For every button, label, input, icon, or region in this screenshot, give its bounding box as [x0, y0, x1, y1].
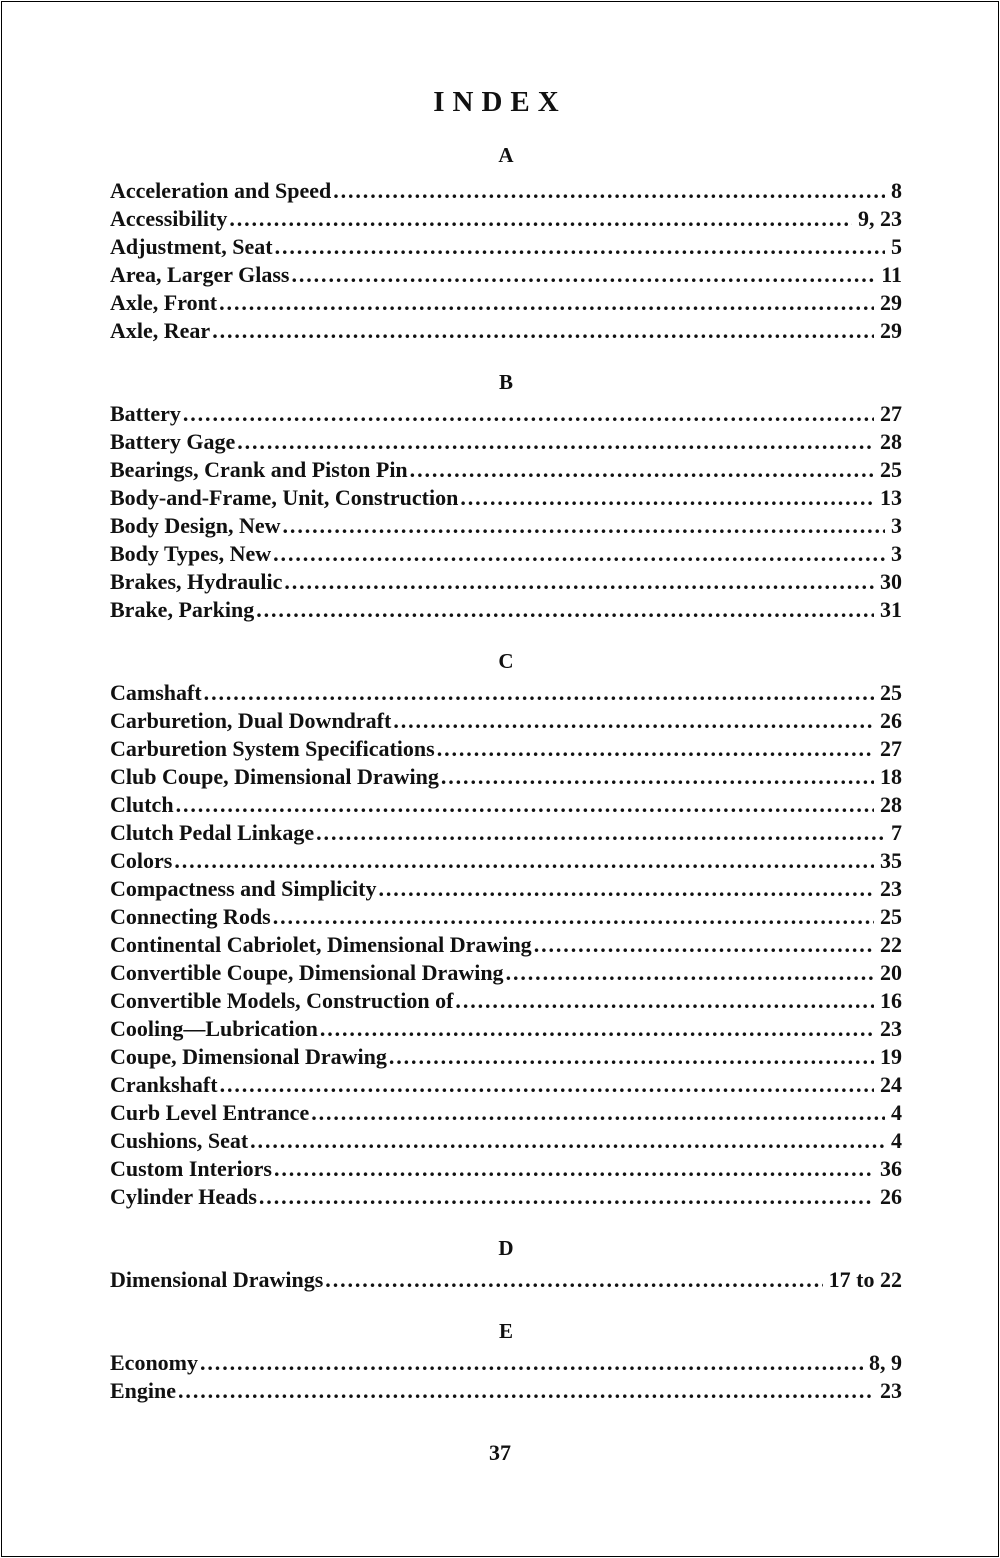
index-section-c: [110, 647, 902, 1211]
dot-leader: [281, 512, 885, 540]
dot-leader: [181, 400, 874, 428]
entry-label: Adjustment, Seat: [110, 234, 273, 259]
entry-pages: 29: [880, 290, 902, 315]
dot-leader: [272, 1155, 874, 1183]
dot-leader: [309, 1099, 885, 1127]
index-entry: [110, 1071, 902, 1099]
entry-label: Carburetion, Dual Downdraft: [110, 708, 392, 733]
entry-pages: 19: [880, 1044, 902, 1069]
entry-label: Club Coupe, Dimensional Drawing: [110, 764, 439, 789]
entry-pages: 11: [881, 262, 902, 287]
dot-leader: [271, 903, 874, 931]
index-entry: [110, 317, 902, 345]
dot-leader: [289, 261, 875, 289]
entry-pages: 31: [880, 597, 902, 622]
entry-pages: 4: [891, 1128, 902, 1153]
entry-pages: 23: [880, 1378, 902, 1403]
entry-label: Axle, Front: [110, 290, 218, 315]
index-section-b: [110, 368, 902, 624]
entry-pages: 36: [880, 1156, 902, 1181]
entry-label: Carburetion System Specifications: [110, 736, 435, 761]
dot-leader: [323, 1266, 822, 1294]
dot-leader: [314, 819, 885, 847]
index-entry: [110, 875, 902, 903]
entry-label: Curb Level Entrance: [110, 1100, 310, 1125]
index-entry: [110, 1377, 902, 1405]
dot-leader: [387, 1043, 874, 1071]
entry-pages: 9, 23: [858, 206, 902, 231]
index-entry: [110, 1099, 902, 1127]
page-title: INDEX: [433, 86, 567, 118]
entry-label: Crankshaft: [110, 1072, 218, 1097]
dot-leader: [202, 679, 874, 707]
dot-leader: [176, 1377, 874, 1405]
index-entry: [110, 679, 902, 707]
page-number: 37: [489, 1440, 511, 1465]
entry-label: Battery Gage: [110, 429, 236, 454]
index-entry: [110, 791, 902, 819]
entry-pages: 18: [880, 764, 902, 789]
index-entry: [110, 428, 902, 456]
entry-pages: 16: [880, 988, 902, 1013]
index-entry: [110, 596, 902, 624]
section-heading: C: [498, 649, 514, 673]
entry-pages: 25: [880, 457, 902, 482]
entry-label: Custom Interiors: [110, 1156, 272, 1181]
entry-label: Cushions, Seat: [110, 1128, 249, 1153]
entry-label: Dimensional Drawings: [110, 1267, 324, 1292]
entry-label: Compactness and Simplicity: [110, 876, 377, 901]
index-entry: [110, 205, 902, 233]
index-entry: [110, 512, 902, 540]
entry-label: Body-and-Frame, Unit, Construction: [110, 485, 459, 510]
dot-leader: [227, 205, 852, 233]
index-section-d: [110, 1234, 902, 1294]
entry-label: Area, Larger Glass: [110, 262, 290, 287]
index-entry: [110, 1043, 902, 1071]
index-section-e: [110, 1317, 902, 1405]
entry-pages: 8: [891, 178, 902, 203]
entry-label: Cooling—Lubrication: [110, 1016, 318, 1041]
entry-pages: 20: [880, 960, 902, 985]
entry-pages: 3: [891, 513, 902, 538]
dot-leader: [532, 931, 874, 959]
dot-leader: [174, 791, 874, 819]
dot-leader: [235, 428, 874, 456]
entry-label: Brake, Parking: [110, 597, 255, 622]
entry-label: Convertible Models, Construction of: [110, 988, 454, 1013]
dot-leader: [408, 456, 874, 484]
entry-pages: 30: [880, 569, 902, 594]
section-heading: E: [498, 1319, 513, 1343]
section-heading: B: [498, 370, 513, 394]
index-entry: [110, 1015, 902, 1043]
dot-leader: [391, 707, 874, 735]
index-entry: [110, 1127, 902, 1155]
page: [1, 1, 999, 1557]
entry-label: Clutch Pedal Linkage: [110, 820, 315, 845]
index-entry: [110, 903, 902, 931]
index-entry: [110, 987, 902, 1015]
entry-pages: 7: [891, 820, 902, 845]
dot-leader: [331, 177, 885, 205]
dot-leader: [376, 875, 874, 903]
index-entry: [110, 959, 902, 987]
dot-leader: [282, 568, 874, 596]
dot-leader: [248, 1127, 885, 1155]
entry-pages: 23: [880, 876, 902, 901]
index-entry: [110, 735, 902, 763]
dot-leader: [218, 1071, 874, 1099]
entry-label: Engine: [110, 1378, 177, 1403]
dot-leader: [453, 987, 874, 1015]
entry-label: Accessibility: [110, 206, 228, 231]
entry-label: Brakes, Hydraulic: [110, 569, 283, 594]
entry-pages: 22: [880, 932, 902, 957]
index-list: [110, 122, 902, 1405]
entry-pages: 35: [880, 848, 902, 873]
entry-pages: 28: [880, 429, 902, 454]
index-entry: [110, 707, 902, 735]
index-entry: [110, 931, 902, 959]
entry-pages: 28: [880, 792, 902, 817]
entry-pages: 29: [880, 318, 902, 343]
index-entry: [110, 819, 902, 847]
entry-pages: 17 to 22: [828, 1267, 902, 1292]
section-heading: A: [498, 143, 514, 167]
index-entry: [110, 484, 902, 512]
index-entry: [110, 763, 902, 791]
entry-label: Colors: [110, 848, 173, 873]
dot-leader: [273, 233, 885, 261]
dot-leader: [271, 540, 885, 568]
dot-leader: [254, 596, 874, 624]
index-entry: [110, 261, 902, 289]
entry-label: Body Design, New: [110, 513, 281, 538]
dot-leader: [458, 484, 874, 512]
index-entry: [110, 1183, 902, 1211]
index-entry: [110, 177, 902, 205]
index-entry: [110, 540, 902, 568]
entry-pages: 5: [891, 234, 902, 259]
dot-leader: [217, 289, 874, 317]
entry-pages: 3: [891, 541, 902, 566]
dot-leader: [210, 317, 874, 345]
entry-pages: 25: [880, 680, 902, 705]
entry-label: Continental Cabriolet, Dimensional Drawing: [110, 932, 532, 957]
entry-label: Axle, Rear: [110, 318, 211, 343]
index-entry: [110, 1155, 902, 1183]
index-entry: [110, 400, 902, 428]
index-entry: [110, 289, 902, 317]
entry-label: Clutch: [110, 792, 174, 817]
dot-leader: [435, 735, 874, 763]
entry-label: Coupe, Dimensional Drawing: [110, 1044, 387, 1069]
index-entry: [110, 1349, 902, 1377]
entry-pages: 23: [880, 1016, 902, 1041]
entry-pages: 8, 9: [869, 1350, 902, 1375]
index-entry: [110, 568, 902, 596]
section-heading: D: [498, 1236, 514, 1260]
entry-pages: 25: [880, 904, 902, 929]
entry-label: Economy: [110, 1350, 198, 1375]
dot-leader: [504, 959, 874, 987]
index-section-a: [110, 141, 902, 345]
entry-pages: 26: [880, 1184, 902, 1209]
dot-leader: [198, 1349, 863, 1377]
entry-pages: 24: [880, 1072, 902, 1097]
entry-label: Cylinder Heads: [110, 1184, 257, 1209]
index-entry: [110, 233, 902, 261]
dot-leader: [318, 1015, 874, 1043]
dot-leader: [257, 1183, 874, 1211]
entry-label: Camshaft: [110, 680, 202, 705]
entry-label: Acceleration and Speed: [110, 178, 332, 203]
index-entry: [110, 1266, 902, 1294]
entry-pages: 26: [880, 708, 902, 733]
index-entry: [110, 456, 902, 484]
entry-pages: 4: [891, 1100, 902, 1125]
entry-label: Convertible Coupe, Dimensional Drawing: [110, 960, 504, 985]
dot-leader: [439, 763, 874, 791]
entry-label: Body Types, New: [110, 541, 272, 566]
entry-pages: 27: [880, 736, 902, 761]
entry-pages: 13: [880, 485, 902, 510]
dot-leader: [172, 847, 874, 875]
entry-label: Bearings, Crank and Piston Pin: [110, 457, 408, 482]
entry-pages: 27: [880, 401, 902, 426]
entry-label: Connecting Rods: [110, 904, 271, 929]
index-entry: [110, 847, 902, 875]
entry-label: Battery: [110, 401, 181, 426]
